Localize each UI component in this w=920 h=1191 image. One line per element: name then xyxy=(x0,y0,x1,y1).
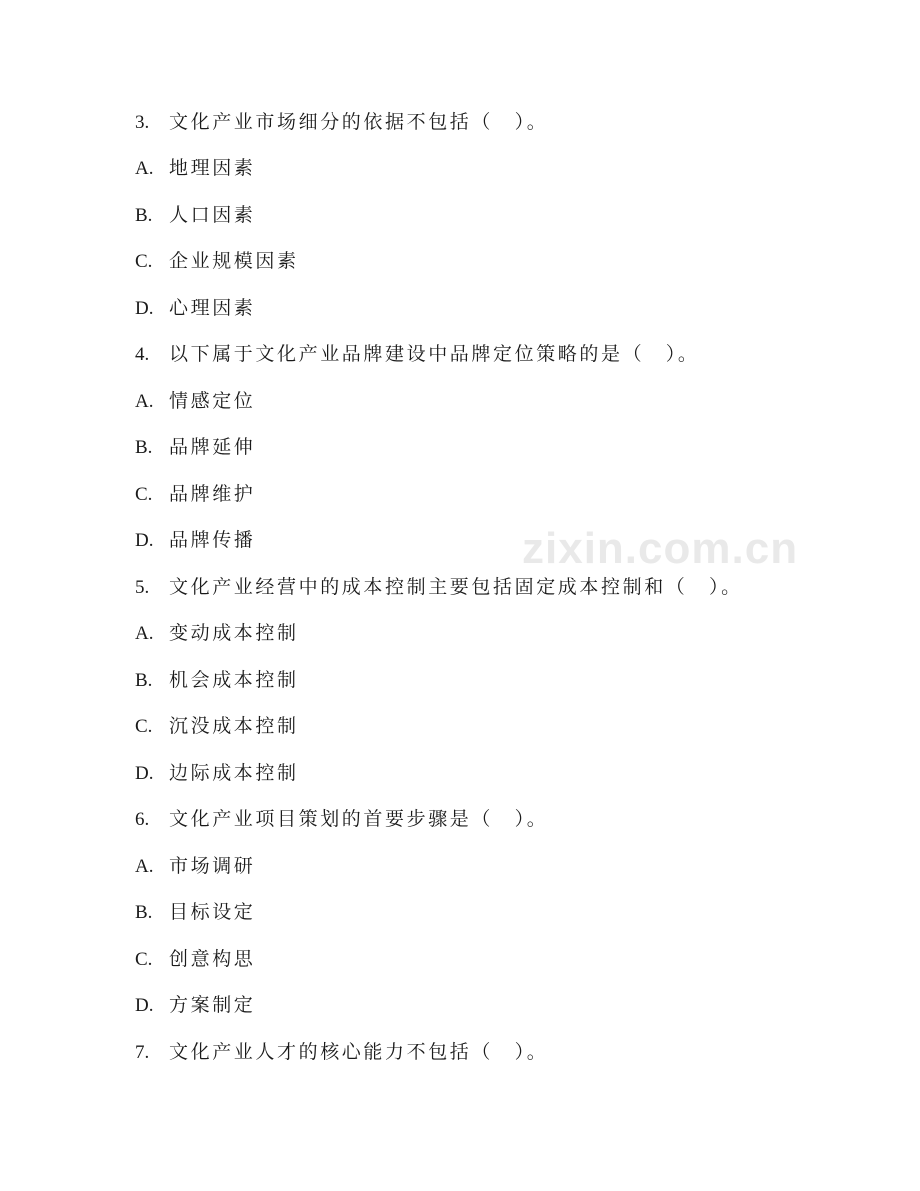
option-letter: B. xyxy=(135,670,153,691)
question-number: 3. xyxy=(135,112,150,133)
option-5c xyxy=(135,711,299,741)
option-text: 方案制定 xyxy=(169,994,256,1016)
watermark: zixin.com.cn xyxy=(522,524,799,573)
option-3b xyxy=(135,200,255,230)
question-text: 文化产业经营中的成本控制主要包括固定成本控制和（ ）。 xyxy=(169,576,743,598)
question-text: 以下属于文化产业品牌建设中品牌定位策略的是（ ）。 xyxy=(169,343,700,365)
question-number: 6. xyxy=(135,809,150,830)
option-text: 人口因素 xyxy=(169,204,256,226)
option-6c xyxy=(135,944,255,974)
option-letter: B. xyxy=(135,902,153,923)
option-letter: B. xyxy=(135,437,153,458)
option-3a xyxy=(135,153,255,183)
option-letter: C. xyxy=(135,716,153,737)
option-text: 沉没成本控制 xyxy=(169,715,299,737)
option-6a xyxy=(135,851,255,881)
option-letter: C. xyxy=(135,949,153,970)
option-3d xyxy=(135,293,255,323)
option-letter: D. xyxy=(135,995,154,1016)
option-4b xyxy=(135,432,255,462)
question-text: 文化产业项目策划的首要步骤是（ ）。 xyxy=(169,808,549,830)
question-5 xyxy=(135,572,743,602)
option-text: 品牌维护 xyxy=(169,483,256,505)
option-3c xyxy=(135,246,299,276)
option-letter: D. xyxy=(135,298,154,319)
option-6b xyxy=(135,897,255,927)
option-letter: A. xyxy=(135,391,154,412)
question-7 xyxy=(135,1037,548,1067)
option-letter: C. xyxy=(135,251,153,272)
option-text: 品牌延伸 xyxy=(169,436,256,458)
option-text: 企业规模因素 xyxy=(169,250,299,272)
option-text: 市场调研 xyxy=(169,855,256,877)
question-number: 5. xyxy=(135,577,150,598)
option-text: 地理因素 xyxy=(169,157,256,179)
option-4a xyxy=(135,386,255,416)
option-letter: A. xyxy=(135,623,154,644)
option-letter: A. xyxy=(135,856,154,877)
option-text: 情感定位 xyxy=(169,390,256,412)
question-text: 文化产业市场细分的依据不包括（ ）。 xyxy=(169,111,549,133)
option-5b xyxy=(135,665,299,695)
option-6d xyxy=(135,990,255,1020)
option-text: 品牌传播 xyxy=(169,529,256,551)
option-letter: D. xyxy=(135,763,154,784)
option-4d xyxy=(135,525,255,555)
question-6 xyxy=(135,804,548,834)
option-letter: B. xyxy=(135,205,153,226)
option-text: 机会成本控制 xyxy=(169,669,299,691)
option-4c xyxy=(135,479,255,509)
question-3 xyxy=(135,107,548,137)
question-4 xyxy=(135,339,700,369)
question-number: 4. xyxy=(135,344,150,365)
option-5a xyxy=(135,618,299,648)
option-text: 边际成本控制 xyxy=(169,762,299,784)
option-text: 创意构思 xyxy=(169,948,256,970)
option-5d xyxy=(135,758,299,788)
option-letter: C. xyxy=(135,484,153,505)
option-text: 心理因素 xyxy=(169,297,256,319)
option-text: 变动成本控制 xyxy=(169,622,299,644)
question-text: 文化产业人才的核心能力不包括（ ）。 xyxy=(169,1041,549,1063)
option-text: 目标设定 xyxy=(169,901,256,923)
option-letter: D. xyxy=(135,530,154,551)
option-letter: A. xyxy=(135,158,154,179)
question-number: 7. xyxy=(135,1042,150,1063)
